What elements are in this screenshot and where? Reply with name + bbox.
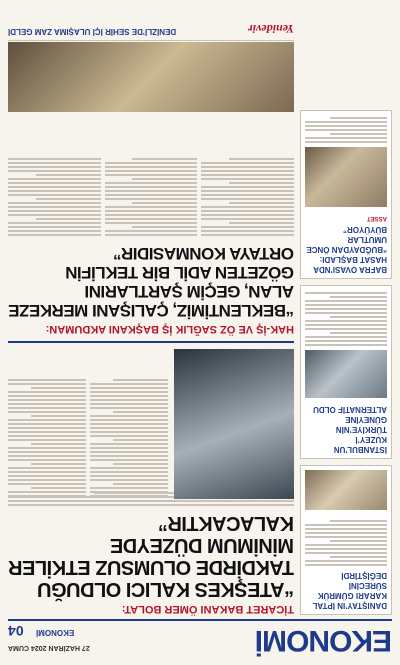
- body-text: [301, 286, 391, 346]
- sidebar-photo: [305, 470, 387, 510]
- footer-headline: DENİZLİ’DE SEHİR İÇİ ULAŞIMA ZAM GELDİ: [8, 27, 177, 36]
- second-story: [8, 85, 294, 335]
- lead-story-body: [8, 349, 168, 499]
- page-number: 04: [8, 623, 24, 639]
- sidebar-story-headline: BAFRA OVASI’NDA HASAT BAŞLADI: “BUĞDAYDAN ÖNCE UMUTLAR BÜYÜYOR”: [306, 225, 387, 274]
- sidebar-story: [300, 285, 392, 459]
- lead-story: [8, 341, 294, 615]
- page-header: [8, 619, 392, 659]
- second-story-photo: [8, 42, 294, 112]
- section-label: EKONOMİ: [36, 628, 75, 637]
- body-text: [301, 514, 391, 566]
- section-title: EKONOMİ: [255, 624, 392, 657]
- sidebar-column: [300, 15, 392, 615]
- page-footer: [8, 21, 294, 41]
- sidebar-photo: [305, 350, 387, 398]
- second-story-headline: “BEKLENTİMİZ, ÇALIŞANI MERKEZE ALAN, GEÇİM ŞARTLARINI GÖZETEN ADİL BİR TEKLİFİN ORTAYA KONMASIDIR”: [8, 244, 294, 320]
- sidebar-story-headline: DANIŞTAY’IN İPTAL KARARI GÜMRÜK SÜRECİNİ DEĞİŞTİRDİ: [312, 571, 387, 610]
- newspaper-logo: Yenidevir: [248, 22, 294, 36]
- issue-date: 27 HAZİRAN 2024 CUMA: [8, 644, 90, 651]
- second-story-body: [8, 118, 294, 238]
- sidebar-photo: [305, 147, 387, 207]
- lead-story-kicker: TİCARET BAKANI ÖMER BOLAT:: [121, 603, 294, 615]
- sidebar-story: [300, 110, 392, 279]
- sidebar-story-headline: İSTANBUL’UN KUZEY’İ TÜRKİYE’NİN GÜNEYİNE ALTERNATİF OLDU: [313, 405, 387, 454]
- main-column: [8, 15, 294, 615]
- lead-story-headline: “ATEŞKES KALICI OLDUĞU TAKDİRDE OLUMSUZ ETKİLER MİNİMUM DÜZEYDE KALACAKTIR”: [8, 512, 294, 600]
- lead-story-photo: [174, 349, 294, 499]
- sidebar-story: [300, 465, 392, 615]
- sidebar-photo-caption: ASSET: [366, 215, 387, 221]
- second-story-kicker: HAK-İŞ VE ÖZ SAĞLIK İŞ BAŞKANI AKDUMAN:: [45, 323, 294, 335]
- body-text: [301, 111, 391, 143]
